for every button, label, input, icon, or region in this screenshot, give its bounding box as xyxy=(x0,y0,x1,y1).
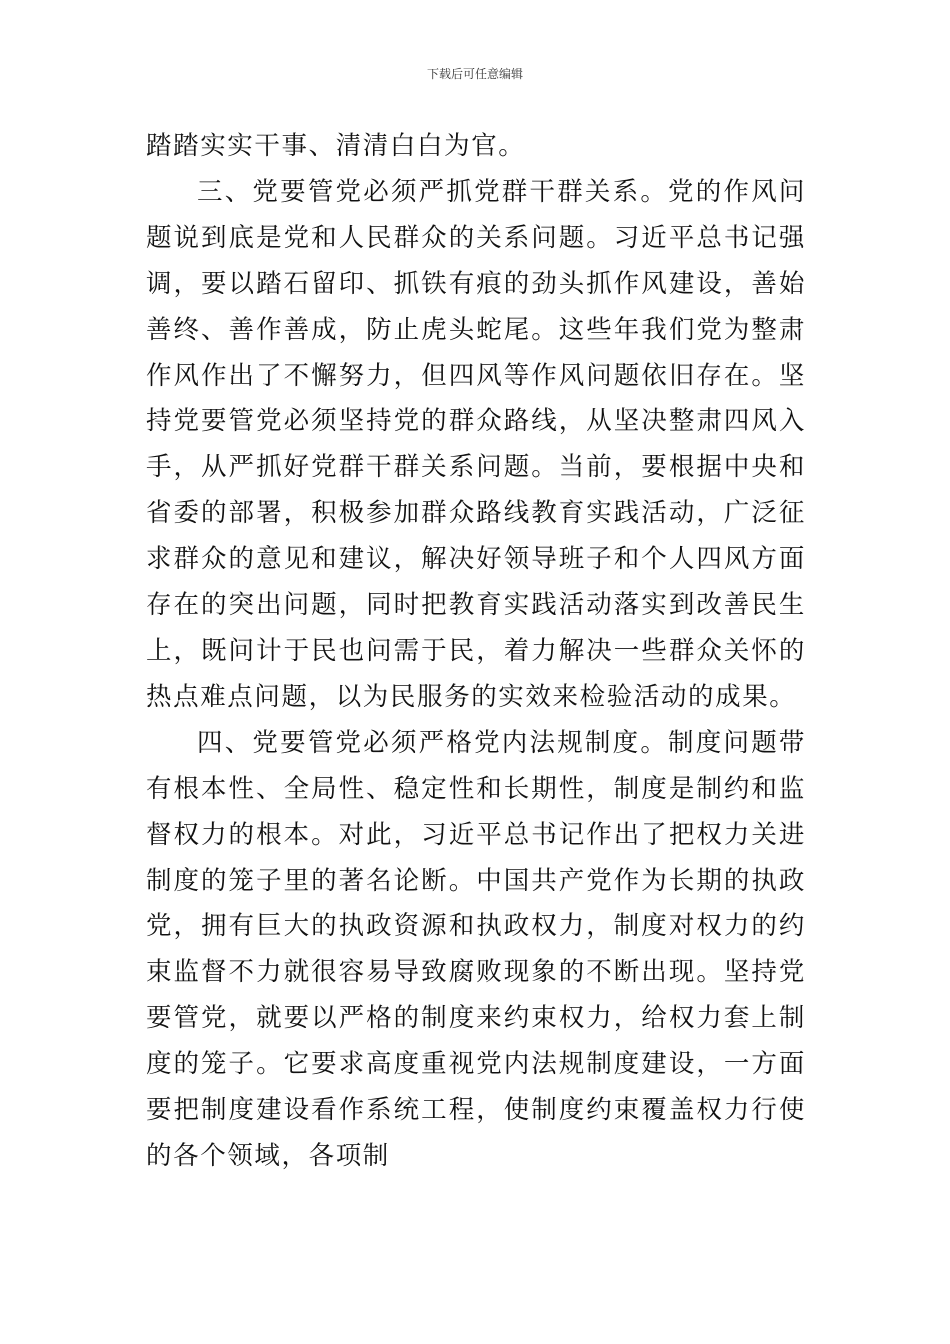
paragraph-continuation: 踏踏实实干事、清清白白为官。 xyxy=(146,131,526,161)
document-body xyxy=(146,124,806,1180)
paragraph-section-four: 四、党要管党必须严格党内法规制度。制度问题带有根本性、全局性、稳定性和长期性，制度是制约和监督权力的根本。对此，习近平总书记作出了把权力关进制度的笼子里的著名论断。中国共产党作为长期的执政党，拥有巨大的执政资源和执政权力，制度对权力的约束监督不力就很容易导致腐败现象的不断出现。坚持党要管党，就要以严格的制度来约束权力，给权力套上制度的笼子。它要求高度重视党内法规制度建设，一方面要把制度建设看作系统工程，使制度约束覆盖权力行使的各个领域，各项制 xyxy=(146,727,806,1171)
paragraph-section-three: 三、党要管党必须严抓党群干群关系。党的作风问题说到底是党和人民群众的关系问题。习近平总书记强调，要以踏石留印、抓铁有痕的劲头抓作风建设，善始善终、善作善成，防止虎头蛇尾。这些年我们党为整肃作风作出了不懈努力，但四风等作风问题依旧存在。坚持党要管党必须坚持党的群众路线，从坚决整肃四风入手，从严抓好党群干群关系问题。当前，要根据中央和省委的部署，积极参加群众路线教育实践活动，广泛征求群众的意见和建议，解决好领导班子和个人四风方面存在的突出问题，同时把教育实践活动落实到改善民生上，既问计于民也问需于民，着力解决一些群众关怀的热点难点问题，以为民服务的实效来检验活动的成果。 xyxy=(146,176,806,712)
page-header: 下载后可任意编辑 xyxy=(426,67,523,81)
